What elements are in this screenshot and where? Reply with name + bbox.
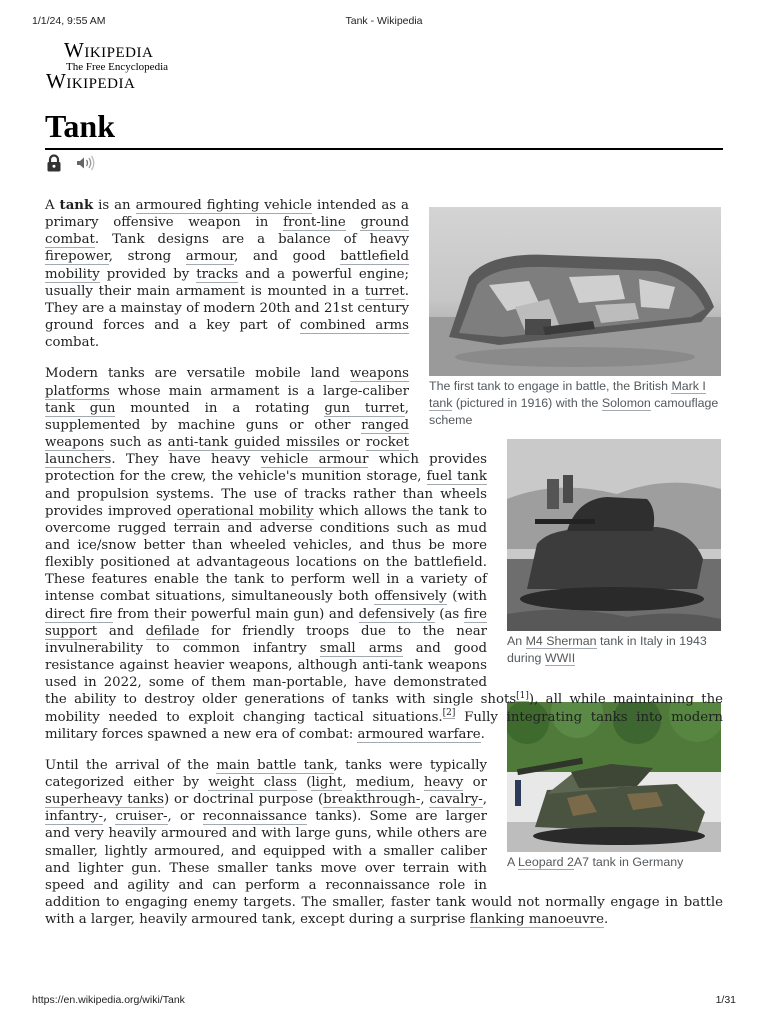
figure-m4-sherman xyxy=(507,439,723,667)
link-mark-i-tank[interactable]: Mark I tank xyxy=(429,379,706,410)
link-tracks[interactable]: tracks xyxy=(196,266,239,282)
link-front-line[interactable]: front-line xyxy=(283,215,346,231)
m4-sherman-photo[interactable] xyxy=(507,439,721,631)
page-title: Tank xyxy=(45,108,115,144)
link-solomon[interactable]: Solomon xyxy=(601,396,651,410)
link-defensively[interactable]: defensively xyxy=(358,606,435,622)
link-tank-gun[interactable]: tank gun xyxy=(45,400,116,416)
link-ranged-weapons[interactable]: ranged weapons xyxy=(45,417,409,451)
link-flanking-manoeuvre[interactable]: flanking manoeuvre xyxy=(469,912,605,928)
link-main-battle-tank[interactable]: main battle tank xyxy=(216,757,334,773)
lock-icon[interactable] xyxy=(45,154,63,172)
link-armour[interactable]: armour xyxy=(185,249,235,265)
link-gun-turret[interactable]: gun turret xyxy=(324,400,405,416)
link-rocket-launchers[interactable]: rocket launchers xyxy=(45,435,409,468)
wikipedia-logo[interactable] xyxy=(46,38,204,93)
print-header xyxy=(32,15,736,29)
citation-1[interactable]: [1] xyxy=(516,690,529,701)
link-light[interactable]: light xyxy=(311,775,343,790)
paragraph-intro: A tank is an armoured fighting vehicle intended as a primary offensive weapon in front-line ground combat. Tank designs are a balance of heavy firepower, strong armour, and good battlefield mobility provided by tracks and a powerful engine; usually their main armament is mounted in a turret. They are a mainstay of modern 20th and 21st century ground forces and a key part of combined arms combat. xyxy=(45,198,409,351)
link-wwii[interactable]: WWII xyxy=(544,651,576,665)
paragraph-modern-tanks: Modern tanks are versatile mobile land weapons platforms whose main armament is a large-caliber tank gun mounted in a rotating gun turret, supplemented by machine guns or other ranged weapons such as anti-tank guided missiles or rocket launchers. They have heavy vehicle armour which provides protection for the crew, the vehicle's munition storage, fuel tank and propulsion systems. The use of tracks rather than wheels provides improved operational mobility which allows the tank to overcome rugged terrain and adverse conditions such as mud and ice/snow better than wheeled vehicles, and thus be more flexibly positioned at advantageous locations on the battlefield. These features enable the tank to perform well in a variety of intense combat situations, simultaneously both offensively (with direct fire from their powerful main gun) and defensively (as fire support and defilade for friendly troops due to the near invulnerability to common infantry small arms and good resistance against heavier weapons, although anti-tank weapons used in 2022, some of them man-portable, have demonstrated the ability to destroy older generations of tanks with single shots[1]), all while maintaining the mobility needed to exploit changing tactical situations.[2] Fully integrating tanks into modern military forces spawned a new era of combat: armoured warfare. xyxy=(45,366,723,742)
figure-mark-i-tank xyxy=(429,207,723,429)
link-armoured-fighting-vehicle[interactable]: armoured fighting vehicle xyxy=(135,198,313,213)
link-operational-mobility[interactable]: operational mobility xyxy=(176,503,314,519)
link-fire-support[interactable]: fire support xyxy=(45,606,487,639)
print-page-title: Tank - Wikipedia xyxy=(345,15,423,27)
mark-i-tank-photo[interactable] xyxy=(429,207,721,376)
print-url: https://en.wikipedia.org/wiki/Tank xyxy=(32,994,185,1006)
audio-icon[interactable] xyxy=(74,154,96,172)
title-divider xyxy=(45,148,723,150)
link-medium[interactable]: medium xyxy=(355,775,411,790)
link-cavalry[interactable]: cavalry- xyxy=(429,792,483,808)
link-firepower[interactable]: firepower xyxy=(45,249,109,265)
figure-caption: The first tank to engage in battle, the British Mark I tank (pictured in 1916) with the Solomon camouflage scheme xyxy=(429,379,719,427)
print-footer xyxy=(32,994,736,1008)
figure-caption: An M4 Sherman tank in Italy in 1943 during WWII xyxy=(507,634,707,665)
link-breakthrough[interactable]: breakthrough- xyxy=(323,792,421,808)
link-heavy[interactable]: heavy xyxy=(423,775,464,790)
link-fuel-tank[interactable]: fuel tank xyxy=(426,469,487,485)
article-body xyxy=(45,197,723,942)
link-direct-fire[interactable]: direct fire xyxy=(45,606,113,622)
logo-wordmark-repeat: Wikipedia xyxy=(46,69,136,93)
link-leopard-2[interactable]: Leopard 2 xyxy=(518,854,574,869)
print-datetime: 1/1/24, 9:55 AM xyxy=(32,15,106,27)
citation-2[interactable]: [2] xyxy=(442,708,456,719)
link-weight-class[interactable]: weight class xyxy=(208,775,297,790)
link-combined-arms[interactable]: combined arms xyxy=(299,318,409,334)
logo-wordmark: Wikipedia xyxy=(64,38,154,62)
logo-tagline: The Free Encyclopedia xyxy=(66,61,169,73)
link-reconnaissance[interactable]: reconnaissance xyxy=(202,809,308,825)
figure-leopard-2a7 xyxy=(507,702,723,871)
link-infantry[interactable]: infantry- xyxy=(45,809,103,825)
page-status-icons xyxy=(45,152,102,172)
link-offensively[interactable]: offensively xyxy=(374,589,447,605)
print-page-number: 1/31 xyxy=(715,994,736,1006)
link-m4-sherman[interactable]: M4 Sherman xyxy=(525,634,597,648)
link-superheavy-tanks[interactable]: superheavy tanks xyxy=(45,792,165,808)
paragraph-classification: Until the arrival of the main battle tank, tanks were typically categorized either by weight class (light, medium, heavy or superheavy tanks) or doctrinal purpose (breakthrough-, cavalry-, infantry-, cruiser-, or reconnaissance tanks). Some are larger and very heavily armoured and with large guns, while others are smaller, lightly armoured, and equipped with a smaller caliber and lighter gun. These smaller tanks move over terrain with speed and agility and can perform a reconnaissance role in addition to engaging enemy targets. The smaller, faster tank would not normally engage in battle with a larger, heavily armoured tank, except during a surprise flanking manoeuvre. xyxy=(45,757,723,928)
link-ground-combat[interactable]: ground combat xyxy=(45,215,409,248)
link-anti-tank-guided-missiles[interactable]: anti-tank guided missiles xyxy=(167,435,340,451)
link-cruiser[interactable]: cruiser- xyxy=(115,809,168,825)
link-battlefield-mobility[interactable]: battlefield mobility xyxy=(45,249,409,282)
link-weapons-platforms[interactable]: weapons platforms xyxy=(45,366,409,399)
link-small-arms[interactable]: small arms xyxy=(319,640,403,656)
link-defilade[interactable]: defilade xyxy=(145,623,200,639)
link-vehicle-armour[interactable]: vehicle armour xyxy=(260,452,369,468)
link-turret[interactable]: turret xyxy=(364,283,405,299)
link-armoured-warfare[interactable]: armoured warfare xyxy=(357,726,481,742)
figure-caption: A Leopard 2A7 tank in Germany xyxy=(507,854,684,869)
